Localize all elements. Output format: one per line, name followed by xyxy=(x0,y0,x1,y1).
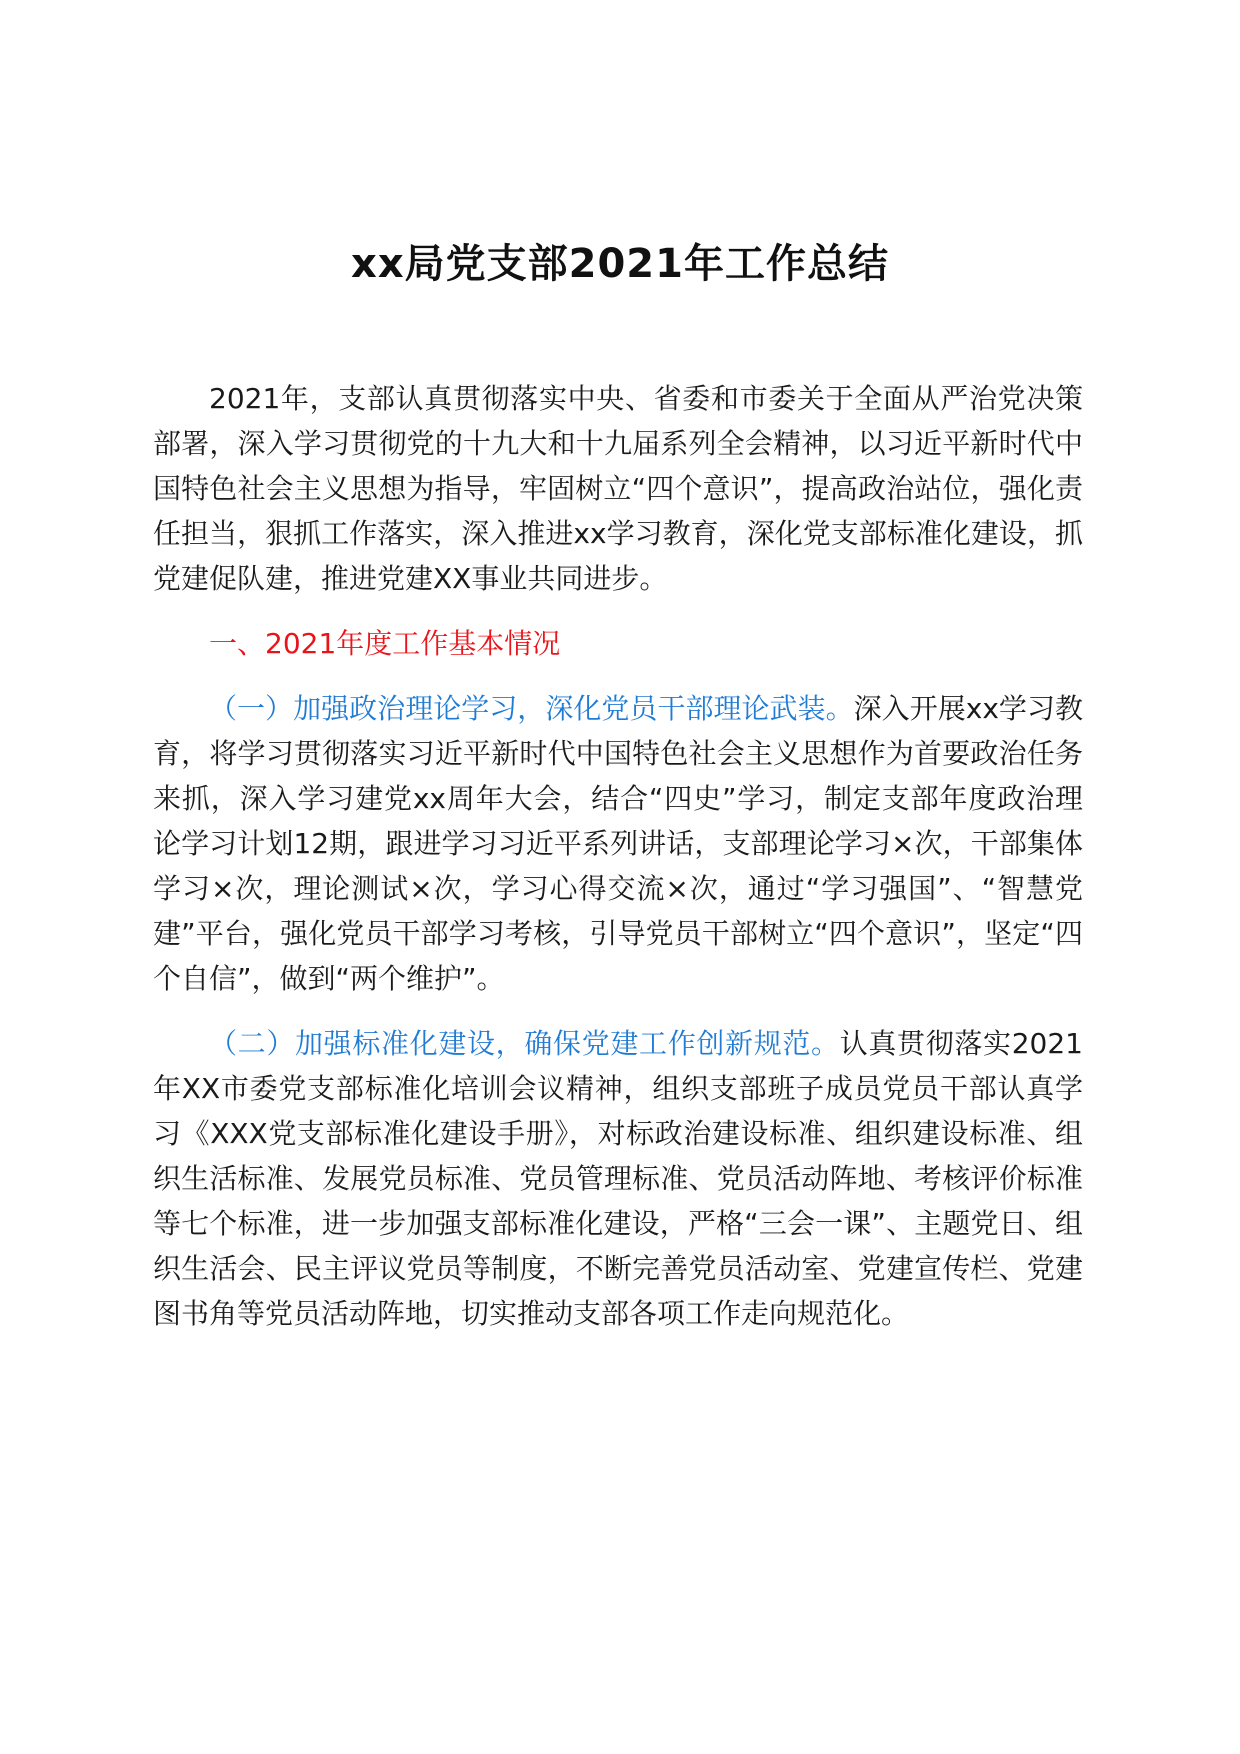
subsection-heading-2: （二）加强标准化建设，确保党建工作创新规范。 xyxy=(209,1027,840,1060)
intro-paragraph: 2021年，支部认真贯彻落实中央、省委和市委关于全面从严治党决策部署，深入学习贯彻党的十九大和十九届系列全会精神，以习近平新时代中国特色社会主义思想为指导，牢固树立“四个意识”，提高政治站位，强化责任担当，狠抓工作落实，深入推进xx学习教育，深化党支部标准化建设，抓党建促队建，推进党建XX事业共同进步。 xyxy=(153,382,1083,595)
subsection-heading-1: （一）加强政治理论学习，深化党员干部理论武装。 xyxy=(209,692,854,725)
document-body xyxy=(153,376,1083,1356)
subsection-paragraph-2 xyxy=(153,1021,1083,1336)
subsection-paragraph-1 xyxy=(153,686,1083,1001)
section-heading-1: 一、2021年度工作基本情况 xyxy=(209,627,561,660)
subsection-body-1: 深入开展xx学习教育，将学习贯彻落实习近平新时代中国特色社会主义思想作为首要政治任务来抓，深入学习建党xx周年大会，结合“四史”学习，制定支部年度政治理论学习计划12期，跟进学习习近平系列讲话，支部理论学习×次，干部集体学习×次，理论测试×次，学习心得交流×次，通过“学习强国”、“智慧党建”平台，强化党员干部学习考核，引导党员干部树立“四个意识”，坚定“四个自信”，做到“两个维护”。 xyxy=(153,692,1083,995)
subsection-body-2: 认真贯彻落实2021年XX市委党支部标准化培训会议精神，组织支部班子成员党员干部认真学习《XXX党支部标准化建设手册》，对标政治建设标准、组织建设标准、组织生活标准、发展党员标准、党员管理标准、党员活动阵地、考核评价标准等七个标准，进一步加强支部标准化建设，严格“三会一课”、主题党日、组织生活会、民主评议党员等制度，不断完善党员活动室、党建宣传栏、党建图书角等党员活动阵地，切实推动支部各项工作走向规范化。 xyxy=(153,1027,1083,1330)
document-title: xx局党支部2021年工作总结 xyxy=(351,241,889,287)
